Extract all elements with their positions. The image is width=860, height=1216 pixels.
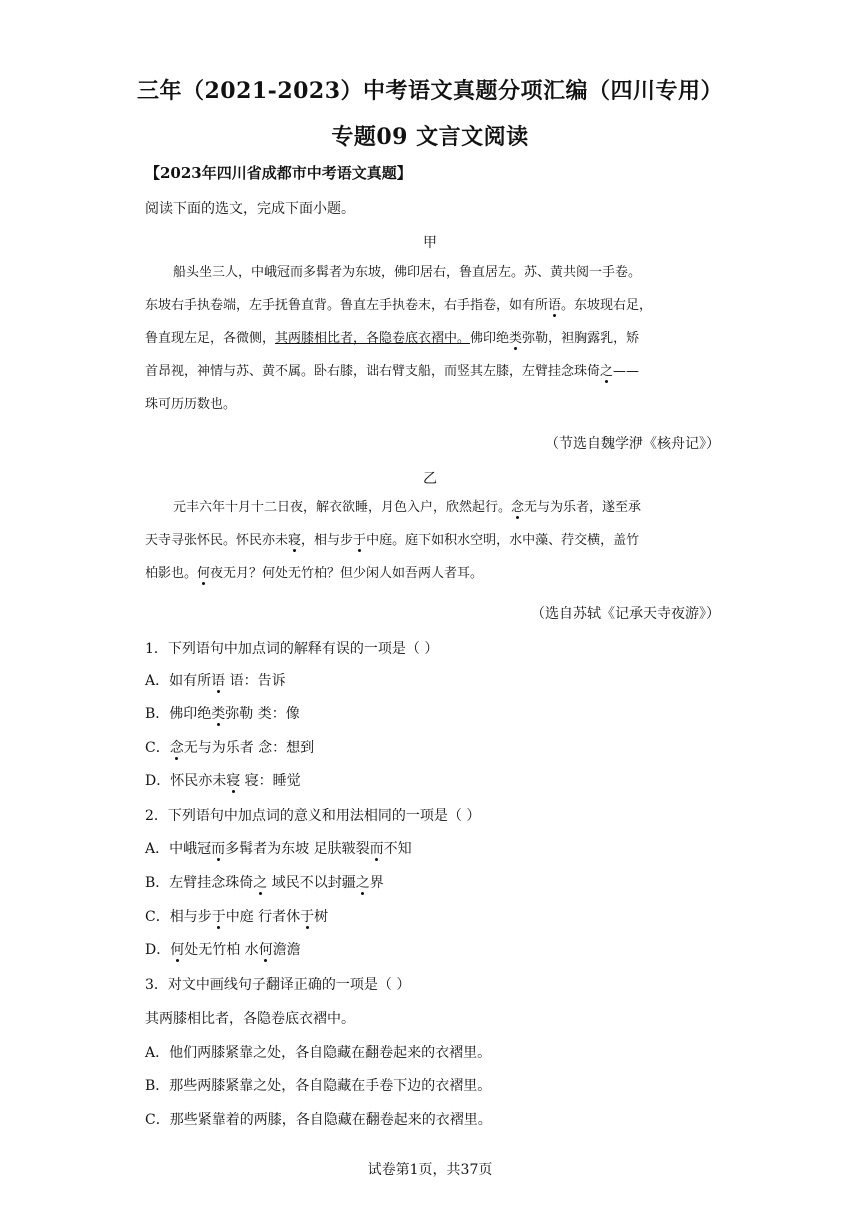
dotted-word: 念 — [169, 740, 184, 756]
question-1-option-c: C．念无与为乐者 念：想到 — [145, 740, 315, 756]
passage-line: 柏影也。何夜无月？何处无竹柏？但少闲人如吾两人者耳。 — [145, 566, 484, 581]
dotted-word: 何 — [170, 942, 185, 958]
dotted-word: 寝 — [288, 533, 302, 548]
question-1-stem: 1．下列语句中加点词的解释有误的一项是（ ） — [145, 641, 439, 657]
question-2-option-a: A．中峨冠而多髯者为东坡 足肤皲裂而不知 — [145, 841, 412, 857]
document-subtitle: 专题09 文言文阅读 — [331, 124, 529, 150]
question-3-option-c: C．那些紧靠着的两膝，各自隐藏在翻卷起来的衣褶里。 — [145, 1112, 492, 1128]
passage-line: 东坡右手执卷端，左手抚鲁直背。鲁直左手执卷末，右手指卷，如有所语。东坡现右足， — [145, 298, 653, 313]
dotted-word: 语 — [211, 673, 226, 689]
dotted-word: 而 — [369, 841, 384, 857]
passage-yi-source: （选自苏轼《记承天寺夜游》） — [531, 606, 720, 622]
underlined-sentence: 其两膝相比者，各隐卷底衣褶中。 — [275, 331, 471, 346]
dotted-word: 类 — [211, 706, 226, 722]
question-1-option-a: A．如有所语 语：告诉 — [145, 673, 286, 689]
passage-jia-source: （节选自魏学洢《核舟记》） — [545, 436, 720, 452]
question-2-option-d: D．何处无竹柏 水何澹澹 — [145, 942, 301, 958]
dotted-word: 之 — [600, 364, 614, 379]
question-2-option-c: C．相与步于中庭 行者休于树 — [145, 909, 329, 925]
dotted-word: 何 — [197, 566, 211, 581]
question-3-option-b: B．那些两膝紧靠之处，各自隐藏在手卷下边的衣褶里。 — [145, 1078, 492, 1094]
question-3-sentence: 其两膝相比者，各隐卷底衣褶中。 — [145, 1011, 355, 1027]
dotted-word: 于 — [300, 909, 315, 925]
document-title: 三年（2021-2023）中考语文真题分项汇编（四川专用） — [136, 78, 724, 104]
dotted-word: 之 — [253, 875, 268, 891]
passage-jia-label: 甲 — [423, 235, 437, 251]
passage-line: 首昂视，神情与苏、黄不属。卧右膝，诎右臂支船，而竖其左膝，左臂挂念珠倚之—— — [145, 364, 640, 379]
dotted-word: 之 — [355, 875, 370, 891]
passage-line: 船头坐三人，中峨冠而多髯者为东坡，佛印居右，鲁直居左。苏、黄共阅一手卷。 — [173, 265, 642, 280]
passage-jia — [145, 256, 715, 421]
dotted-word: 于 — [353, 533, 367, 548]
question-3-option-a: A．他们两膝紧靠之处，各自隐藏在翻卷起来的衣褶里。 — [145, 1045, 492, 1061]
passage-yi-label: 乙 — [423, 471, 437, 487]
question-2-option-b: B．左臂挂念珠倚之 域民不以封疆之界 — [145, 875, 384, 891]
passage-line: 天寺寻张怀民。怀民亦未寝，相与步于中庭。庭下如积水空明，水中藻、荇交横，盖竹 — [145, 533, 640, 548]
dotted-word: 何 — [258, 942, 273, 958]
dotted-word: 于 — [211, 909, 226, 925]
section-heading: 【2023年四川省成都市中考语文真题】 — [145, 164, 412, 182]
page-footer: 试卷第1页，共37页 — [367, 1162, 493, 1178]
question-3-stem: 3．对文中画线句子翻译正确的一项是（ ） — [145, 977, 411, 993]
passage-line: 元丰六年十月十二日夜，解衣欲睡，月色入户，欣然起行。念无与为乐者，遂至承 — [173, 500, 642, 515]
dotted-word: 类 — [509, 331, 523, 346]
passage-line: 珠可历历数也。 — [145, 397, 237, 412]
question-1-option-b: B．佛印绝类弥勒 类：像 — [145, 706, 300, 722]
dotted-word: 念 — [511, 500, 525, 515]
dotted-word: 而 — [211, 841, 226, 857]
passage-line: 鲁直现左足，各微侧，其两膝相比者，各隐卷底衣褶中。佛印绝类弥勒，袒胸露乳，矫 — [145, 331, 640, 346]
passage-yi — [145, 491, 715, 590]
instruction: 阅读下面的选文，完成下面小题。 — [145, 201, 355, 217]
question-2-stem: 2．下列语句中加点词的意义和用法相同的一项是（ ） — [145, 808, 481, 824]
dotted-word: 寝 — [226, 773, 241, 789]
dotted-word: 语 — [548, 298, 562, 313]
question-1-option-d: D．怀民亦未寝 寝：睡觉 — [145, 773, 301, 789]
